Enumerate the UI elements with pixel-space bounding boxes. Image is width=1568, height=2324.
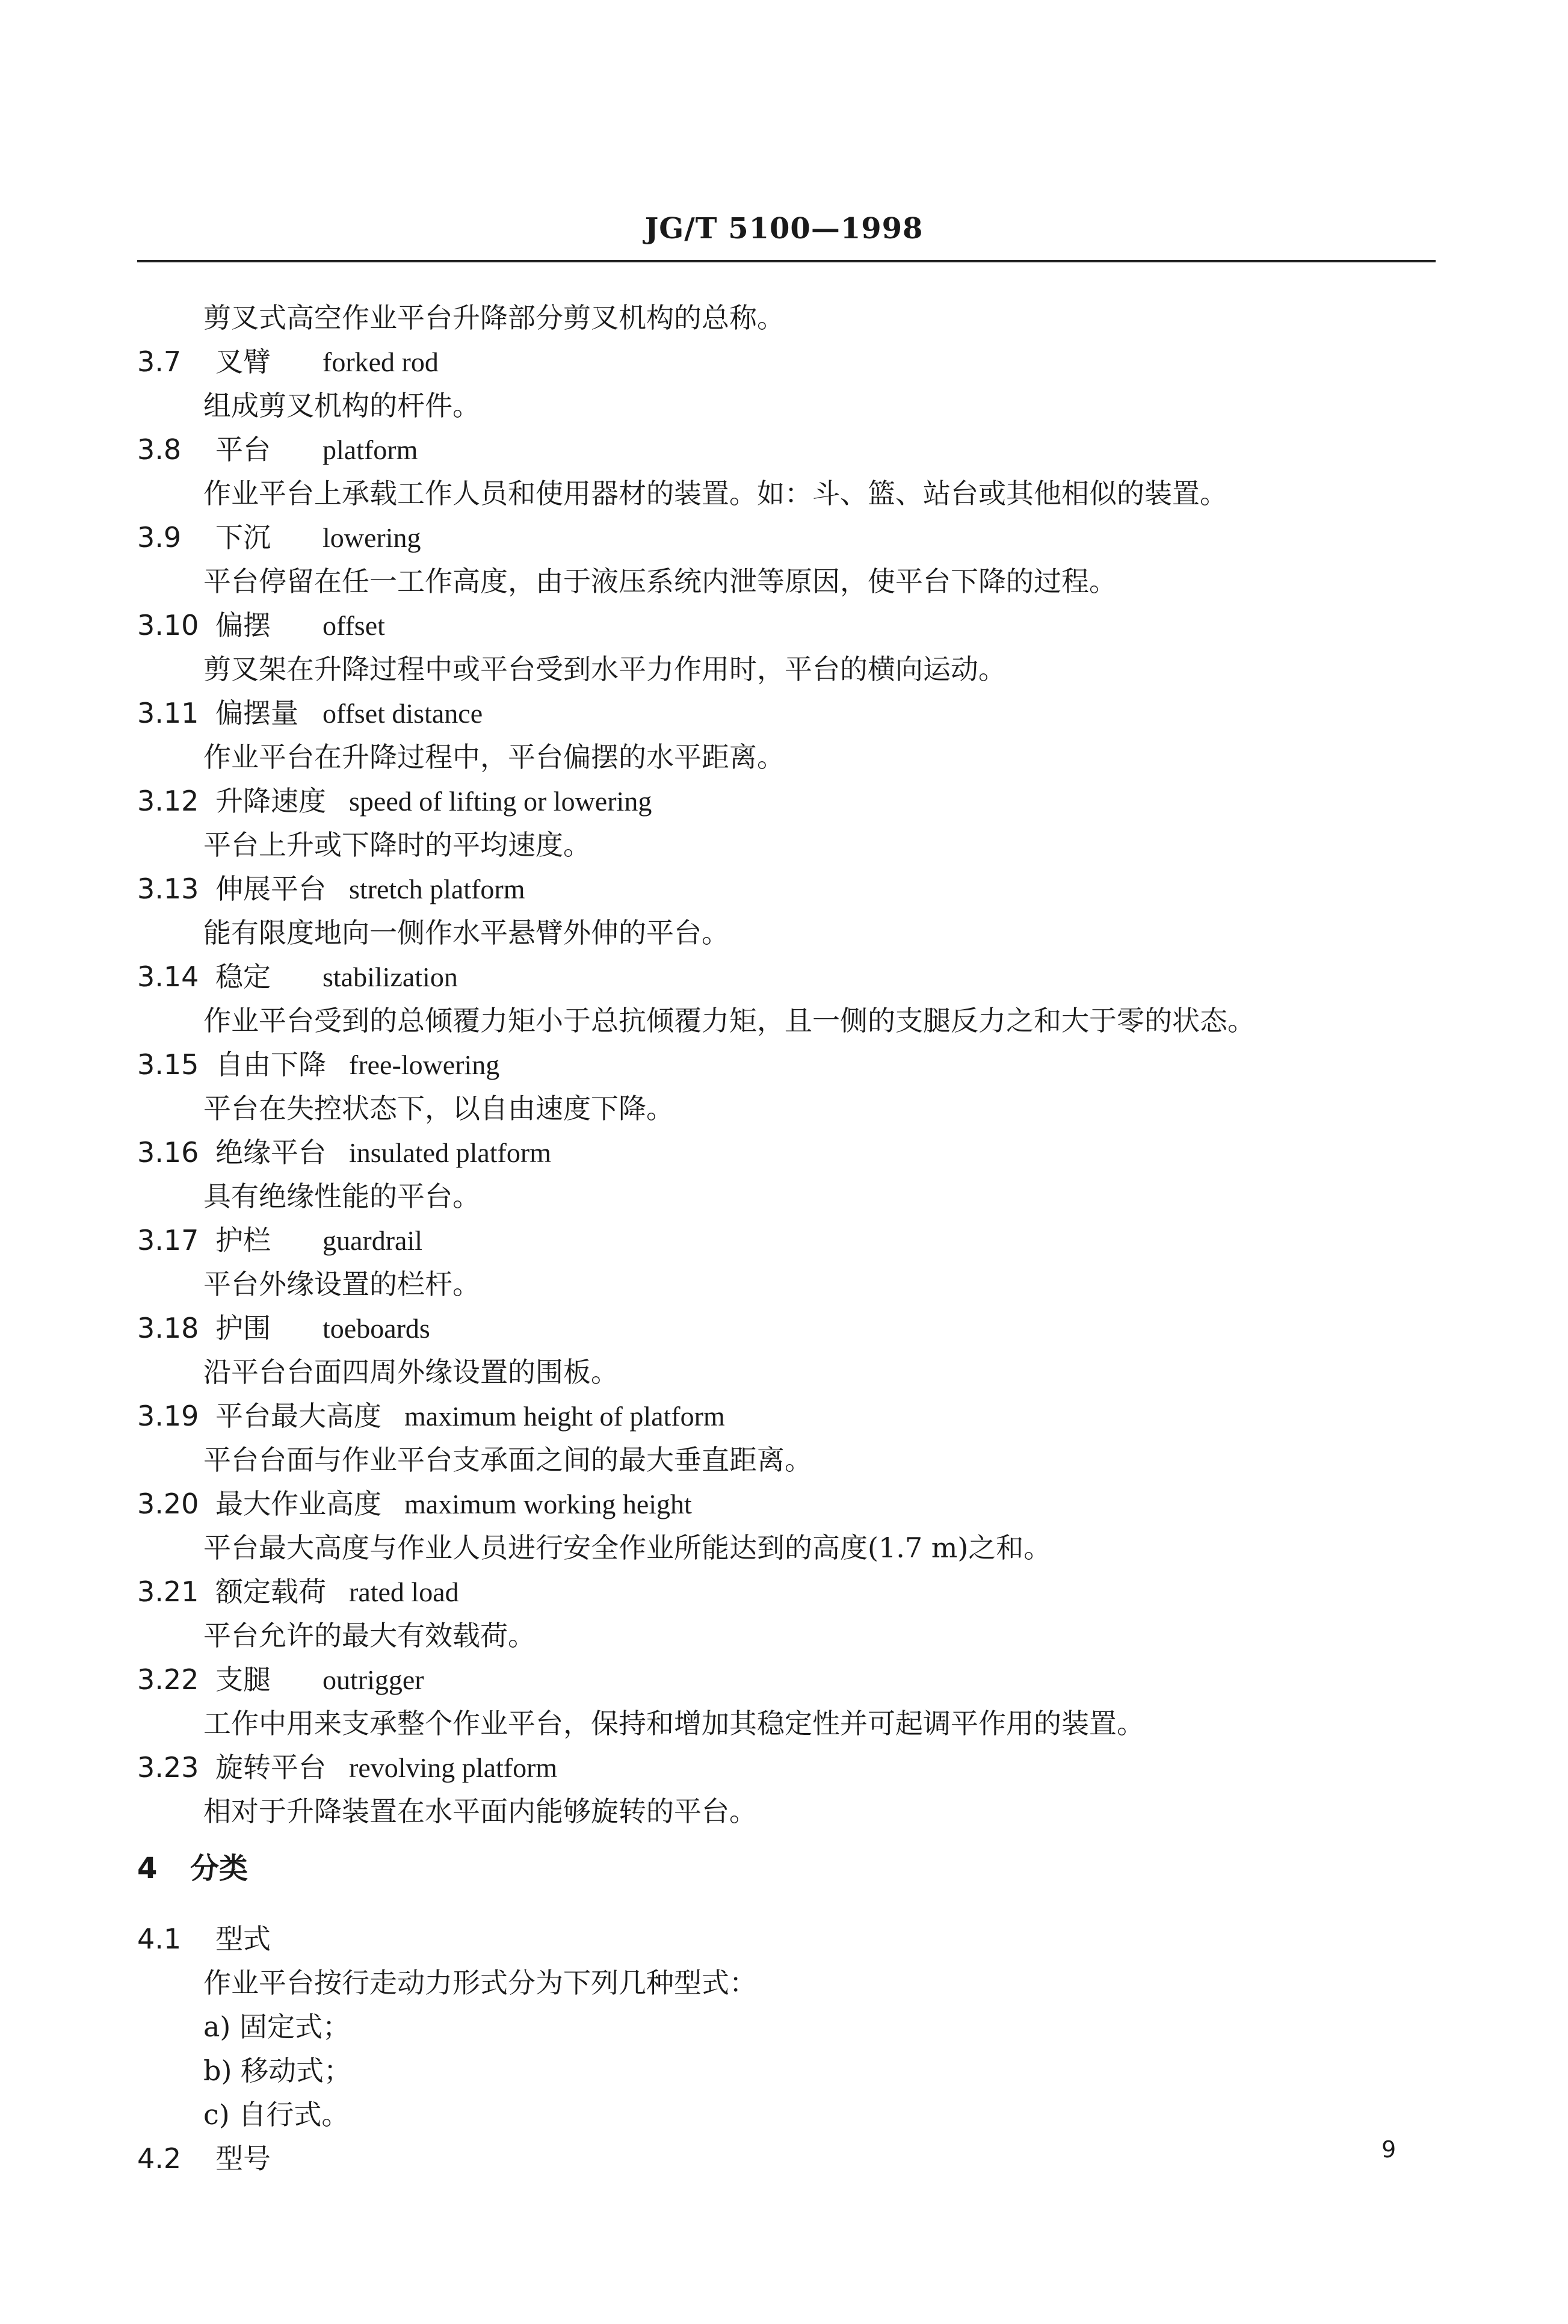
intro-line: 剪叉式高空作业平台升降部分剪叉机构的总称。 xyxy=(203,301,785,334)
list-item: b) 移动式； xyxy=(203,2054,352,2087)
term-definition: 能有限度地向一侧作水平悬臂外伸的平台。 xyxy=(203,916,729,949)
section-title: 分类 xyxy=(190,1852,248,1885)
subsection-4-1-text: 作业平台按行走动力形式分为下列几种型式： xyxy=(203,1967,757,1999)
term-number: 3.7 xyxy=(137,345,182,378)
term-chinese: 偏摆 xyxy=(215,609,271,641)
term-definition: 平台在失控状态下，以自由速度下降。 xyxy=(203,1092,674,1125)
page-number: 9 xyxy=(1381,2136,1397,2163)
term-number: 3.10 xyxy=(137,609,199,641)
term-english: toeboards xyxy=(323,1313,430,1344)
term-english: revolving platform xyxy=(349,1752,558,1783)
term-heading xyxy=(137,604,385,643)
term-chinese: 额定载荷 xyxy=(215,1575,326,1608)
list-item: c) 自行式。 xyxy=(203,2098,350,2131)
term-definition: 具有绝缘性能的平台。 xyxy=(203,1180,480,1213)
term-heading xyxy=(137,1219,422,1258)
term-number: 3.9 xyxy=(137,521,182,554)
term-heading xyxy=(137,779,652,819)
term-english: guardrail xyxy=(323,1225,423,1256)
term-chinese: 绝缘平台 xyxy=(215,1136,326,1169)
term-chinese: 下沉 xyxy=(215,521,271,554)
subsection-number: 4.2 xyxy=(137,2142,182,2175)
term-definition: 平台最大高度与作业人员进行安全作业所能达到的高度(1.7 m)之和。 xyxy=(203,1531,1052,1564)
term-number: 3.18 xyxy=(137,1312,199,1344)
term-english: insulated platform xyxy=(349,1137,551,1168)
term-definition: 平台停留在任一工作高度，由于液压系统内泄等原因，使平台下降的过程。 xyxy=(203,565,1117,598)
term-definition: 平台外缘设置的栏杆。 xyxy=(203,1268,480,1300)
term-heading xyxy=(137,691,483,731)
term-definition: 作业平台在升降过程中，平台偏摆的水平距离。 xyxy=(203,741,785,773)
term-number: 3.22 xyxy=(137,1663,199,1696)
term-chinese: 平台 xyxy=(215,433,271,466)
term-number: 3.15 xyxy=(137,1048,199,1081)
term-number: 3.17 xyxy=(137,1224,199,1256)
term-english: platform xyxy=(323,434,418,465)
term-heading xyxy=(137,1570,459,1610)
term-heading xyxy=(137,1658,424,1698)
term-heading xyxy=(137,1306,430,1346)
term-english: stabilization xyxy=(323,962,458,992)
term-definition: 组成剪叉机构的杆件。 xyxy=(203,389,480,422)
term-definition: 平台允许的最大有效载荷。 xyxy=(203,1619,536,1652)
term-english: maximum working height xyxy=(404,1489,692,1519)
term-heading xyxy=(137,340,439,380)
term-english: lowering xyxy=(323,522,421,553)
term-chinese: 伸展平台 xyxy=(215,873,326,905)
term-heading xyxy=(137,867,525,907)
term-heading xyxy=(137,516,421,555)
term-english: stretch platform xyxy=(349,874,525,904)
term-english: forked rod xyxy=(323,347,439,377)
term-number: 3.21 xyxy=(137,1575,199,1608)
term-number: 3.19 xyxy=(137,1400,199,1432)
term-definition: 工作中用来支承整个作业平台，保持和增加其稳定性并可起调平作用的装置。 xyxy=(203,1707,1144,1740)
term-heading xyxy=(137,955,458,995)
term-heading xyxy=(137,1746,557,1785)
term-heading xyxy=(137,1394,725,1434)
header-rule xyxy=(137,260,1436,262)
term-chinese: 平台最大高度 xyxy=(215,1400,381,1432)
term-definition: 沿平台台面四周外缘设置的围板。 xyxy=(203,1356,619,1388)
term-chinese: 自由下降 xyxy=(215,1048,326,1081)
term-english: outrigger xyxy=(323,1664,424,1695)
term-english: rated load xyxy=(349,1577,459,1607)
term-number: 3.14 xyxy=(137,960,199,993)
term-english: speed of lifting or lowering xyxy=(349,786,652,817)
term-english: offset distance xyxy=(323,698,483,729)
term-number: 3.16 xyxy=(137,1136,199,1169)
term-chinese: 支腿 xyxy=(215,1663,271,1696)
term-heading xyxy=(137,428,418,468)
term-chinese: 叉臂 xyxy=(215,345,271,378)
term-definition: 平台台面与作业平台支承面之间的最大垂直距离。 xyxy=(203,1444,812,1476)
term-chinese: 偏摆量 xyxy=(215,697,298,729)
subsection-4-1-heading xyxy=(137,1917,271,1957)
term-number: 3.13 xyxy=(137,873,199,905)
standard-header: JG/T 5100—1998 xyxy=(644,212,924,246)
term-definition: 作业平台上承载工作人员和使用器材的装置。如：斗、篮、站台或其他相似的装置。 xyxy=(203,477,1227,510)
section-number: 4 xyxy=(137,1852,158,1885)
term-chinese: 稳定 xyxy=(215,960,271,993)
term-definition: 平台上升或下降时的平均速度。 xyxy=(203,829,591,861)
term-number: 3.23 xyxy=(137,1751,199,1784)
term-english: free-lowering xyxy=(349,1049,500,1080)
term-english: maximum height of platform xyxy=(404,1401,725,1432)
term-heading xyxy=(137,1131,551,1170)
term-chinese: 最大作业高度 xyxy=(215,1488,381,1520)
term-definition: 作业平台受到的总倾覆力矩小于总抗倾覆力矩，且一侧的支腿反力之和大于零的状态。 xyxy=(203,1004,1255,1037)
term-number: 3.11 xyxy=(137,697,199,729)
term-heading xyxy=(137,1043,499,1083)
term-definition: 剪叉架在升降过程中或平台受到水平力作用时，平台的横向运动。 xyxy=(203,653,1006,685)
subsection-number: 4.1 xyxy=(137,1923,182,1955)
term-heading xyxy=(137,1482,692,1522)
term-definition: 相对于升降装置在水平面内能够旋转的平台。 xyxy=(203,1795,757,1828)
term-number: 3.8 xyxy=(137,433,182,466)
subsection-title: 型号 xyxy=(215,2142,271,2175)
term-number: 3.20 xyxy=(137,1488,199,1520)
section-4-heading xyxy=(137,1845,248,1887)
term-english: offset xyxy=(323,610,385,641)
term-number: 3.12 xyxy=(137,785,199,817)
term-chinese: 旋转平台 xyxy=(215,1751,326,1784)
term-chinese: 护围 xyxy=(215,1312,271,1344)
list-item: a) 固定式； xyxy=(203,2010,350,2043)
subsection-title: 型式 xyxy=(215,1923,271,1955)
term-chinese: 升降速度 xyxy=(215,785,326,817)
subsection-4-2-heading xyxy=(137,2137,271,2177)
term-chinese: 护栏 xyxy=(215,1224,271,1256)
